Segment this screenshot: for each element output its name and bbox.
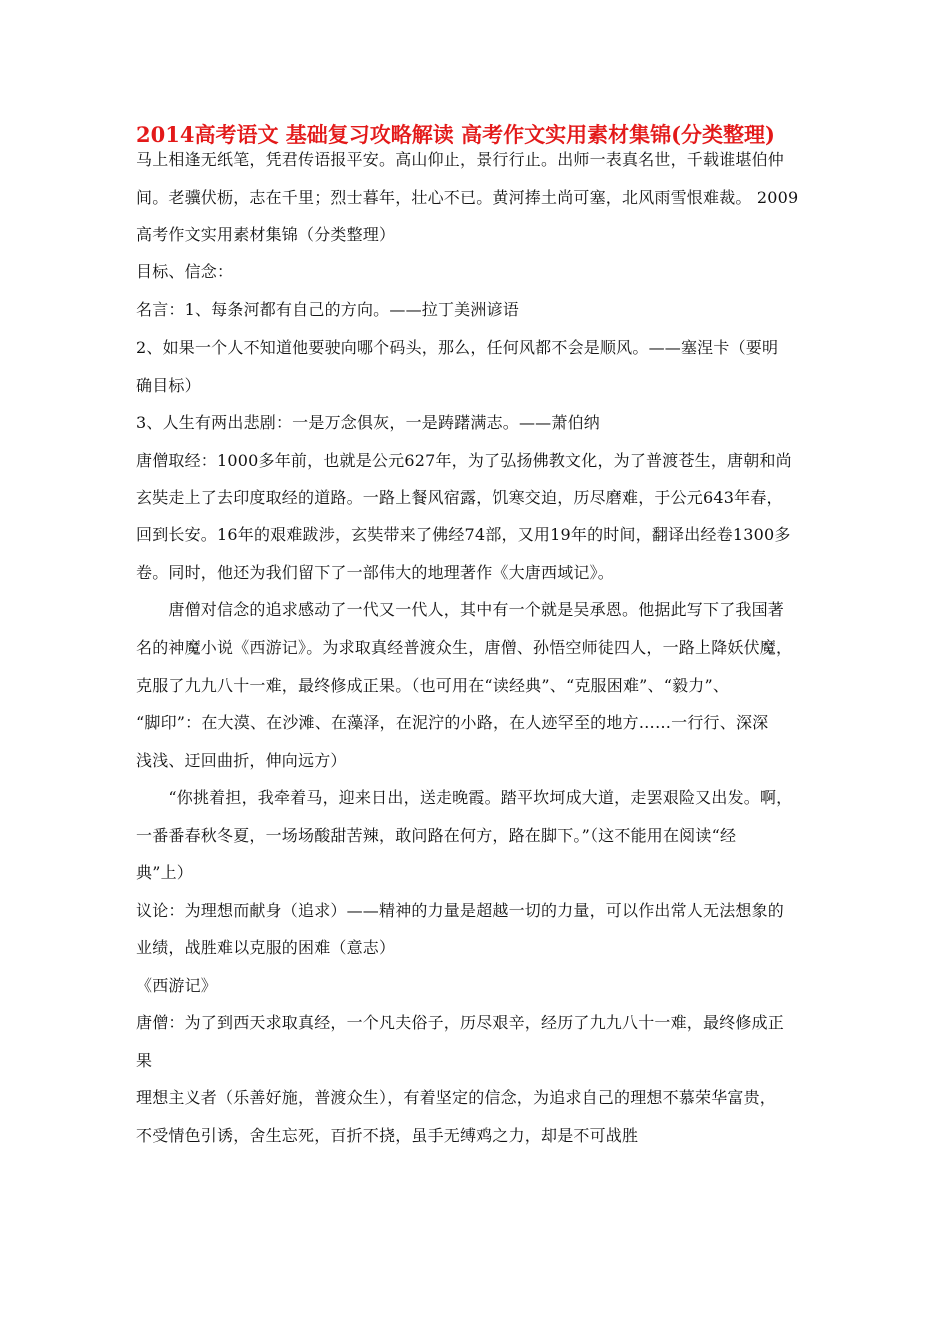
text-line: 唐僧对信念的追求感动了一代又一代人，其中有一个就是吴承恩。他据此写下了我国著: [136, 600, 785, 619]
text-line: 业绩，战胜难以克服的困难（意志）: [136, 938, 396, 957]
text-line: 名言：1、每条河都有自己的方向。——拉丁美洲谚语: [136, 300, 519, 319]
text-line: 不受情色引诱，舍生忘死，百折不挠，虽手无缚鸡之力，却是不可战胜: [136, 1126, 639, 1145]
text-line: “脚印”：在大漠、在沙滩、在藻泽，在泥泞的小路，在人迹罕至的地方……一行行、深深: [136, 713, 769, 732]
text-line: 名的神魔小说《西游记》。为求取真经普渡众生，唐僧、孙悟空师徒四人，一路上降妖伏魔，: [136, 638, 793, 657]
text-line: 马上相逢无纸笔，凭君传语报平安。高山仰止，景行行止。出师一表真名世，千载谁堪伯仲: [136, 150, 785, 169]
text-line: 果: [136, 1051, 153, 1070]
text-line: 回到长安。16年的艰难跋涉，玄奘带来了佛经74部，又用19年的时间，翻译出经卷1300多: [136, 525, 791, 544]
text-line: 确目标）: [136, 376, 201, 395]
document-title: 2014高考语文 基础复习攻略解读 高考作文实用素材集锦(分类整理): [136, 122, 775, 147]
text-line: 卷。同时，他还为我们留下了一部伟大的地理著作《大唐西域记》。: [136, 563, 615, 582]
text-line: 间。老骥伏枥，志在千里；烈士暮年，壮心不已。黄河捧土尚可塞，北风雨雪恨难裁。 2009: [136, 188, 799, 207]
text-line: “你挑着担，我牵着马，迎来日出，送走晚霞。踏平坎坷成大道，走罢艰险又出发。啊，: [136, 788, 793, 807]
text-line: 议论：为理想而献身（追求）——精神的力量是超越一切的力量，可以作出常人无法想象的: [136, 901, 785, 920]
text-line: 克服了九九八十一难，最终修成正果。（也可用在“读经典”、“克服困难”、“毅力”、: [136, 676, 730, 695]
text-line: 典”上）: [136, 863, 193, 882]
text-line: 唐僧：为了到西天求取真经，一个凡夫俗子，历尽艰辛，经历了九九八十一难，最终修成正: [136, 1013, 785, 1032]
text-line: 玄奘走上了去印度取经的道路。一路上餐风宿露，饥寒交迫，历尽磨难，于公元643年春，: [136, 488, 783, 507]
text-line: 理想主义者（乐善好施，普渡众生），有着坚定的信念，为追求自己的理想不慕荣华富贵，: [136, 1088, 777, 1107]
text-line: 一番番春秋冬夏，一场场酸甜苦辣，敢问路在何方，路在脚下。”（这不能用在阅读“经: [136, 826, 737, 845]
text-line: 唐僧取经：1000多年前，也就是公元627年，为了弘扬佛教文化，为了普渡苍生，唐朝和尚: [136, 451, 792, 470]
text-line: 3、人生有两出悲剧：一是万念俱灰，一是踌躇满志。——萧伯纳: [136, 413, 600, 432]
text-line: 2、如果一个人不知道他要驶向哪个码头，那么，任何风都不会是顺风。——塞涅卡（要明: [136, 338, 779, 357]
text-line: 高考作文实用素材集锦（分类整理）: [136, 225, 396, 244]
text-line: 《西游记》: [136, 976, 218, 995]
text-line: 目标、信念：: [136, 262, 234, 281]
text-line: 浅浅、迂回曲折，伸向远方）: [136, 751, 347, 770]
